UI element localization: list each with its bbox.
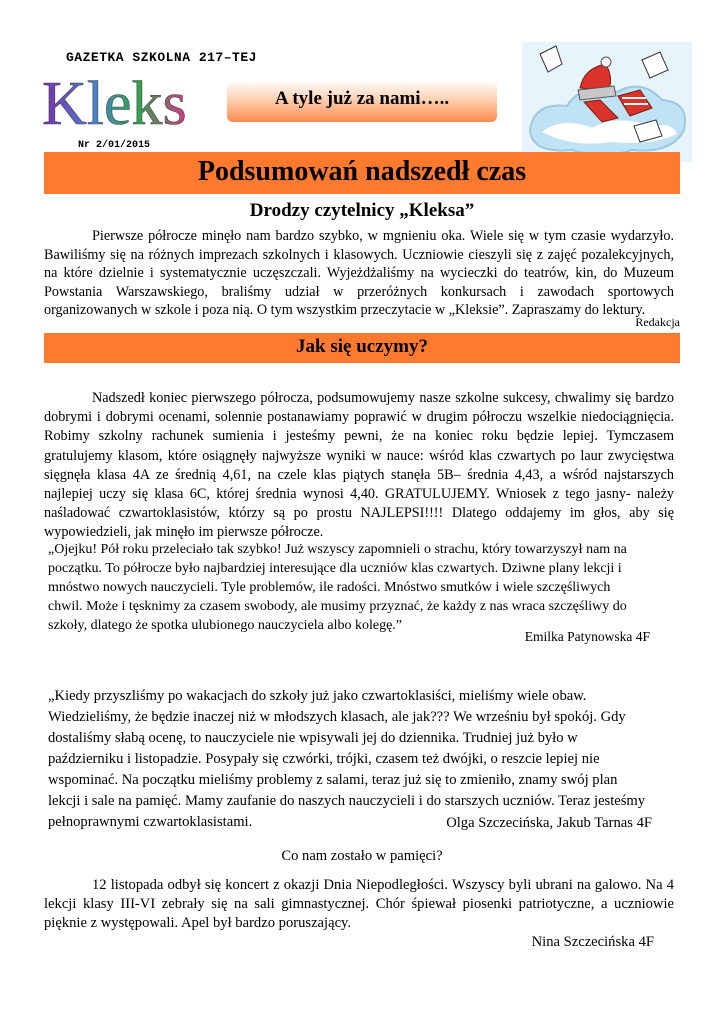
main-title: Podsumowań nadszedł czas	[197, 156, 527, 187]
memory-paragraph	[44, 876, 674, 933]
issue-banner	[227, 80, 497, 122]
kleks-logo	[40, 68, 210, 140]
memory-heading: Co nam zostało w pamięci?	[281, 848, 443, 864]
student-quote-2: „Kiedy przyszliśmy po wakacjach do szkoły już jako czwartoklasiści, mieliśmy wiele obaw. Wiedzieliśmy, że będzie inaczej niż w młodszych klasach, ale jak??? We wrześniu był spokój. Gdy dostaliśmy słabą ocenę, to nauczyciele nie wpisywali jej do dziennika. Trudniej już było w październiku i listopadzie. Posypały się czwórki, trójki, czasem też dwójki, o reszcie lepiej nie wspominać. Na początku mieliśmy problemy z salami, teraz już się to zmieniło, znamy swój plan lekcji i sale na pamięć. Mamy zaufanie do naszych nauczycieli i do starszych uczniów. Teraz jesteśmy pełnoprawnymi czwartoklasistami.	[48, 688, 646, 830]
intro-paragraph: Pierwsze półrocze minęło nam bardzo szybko, w mgnieniu oka. Wiele się w tym czasie wydarzyło. Bawiliśmy się na różnych imprezach szkolnych i klasowych. Uczniowie cieszyli się z zajęć pozalekcyjnych, na które dzielnie i systematycznie uczęszczali. Wyjeżdżaliśmy na wycieczki do teatrów, kin, do Muzeum Powstania Warszawskiego, braliśmy udział w przeróżnych konkursach i zawodach sportowych organizowanych w szkole i poza nią. O tym wszystkim przeczytacie w „Kleksie”. Zapraszamy do lektury.	[44, 228, 674, 318]
memory-author: Nina Szczecińska 4F	[531, 934, 654, 950]
quote-2-author: Olga Szczecińska, Jakub Tarnas 4F	[446, 815, 652, 831]
intro-signature: Redakcja	[635, 315, 680, 329]
winter-clipart	[522, 42, 692, 162]
main-title-bar	[44, 152, 680, 194]
memory-text: 12 listopada odbył się koncert z okazji Dnia Niepodległości. Wszyscy byli ubrani na galowo. Na 4 lekcji klasy III-VI zebrały się na sali gimnastycznej. Chór śpiewał piosenki patriotyczne, a uczniowie pięknie z występowali. Apel był bardzo poruszający.	[44, 877, 674, 931]
quote-1-author: Emilka Patynowska 4F	[524, 629, 650, 644]
section-paragraph: Nadszedł koniec pierwszego półrocza, podsumowujemy nasze szkolne sukcesy, chwalimy się bardzo dobrymi i dobrymi ocenami, solennie postanawiamy poprawić w drugim półroczu wszelkie niedociągnięcia. Robimy szkolny rachunek sumienia i jesteśmy pewni, że na koniec roku będzie lepiej. Tymczasem gratulujemy klasom, które osiągnęły najwyższe wyniki w nauce: wśród klas czwartych po laur zwycięstwa sięgnęła klasa 4A ze średnią 4,61, na czele klas piątych stanęła 5B– średnia 4,43, a wśród najstarszych najlepiej uczy się klasa 6C, której średnia wynosi 4,40. GRATULUJEMY. Wniosek z tego jasny- należy naśladować czwartoklasistów, którzy są po prostu NAJLEPSI!!!! Dlatego oddajemy im głos, aby się wypowiedzieli, jak minęło im pierwsze półrocze.	[44, 390, 674, 541]
section-title: Jak się uczymy?	[296, 336, 428, 357]
greeting-heading: Drodzy czytelnicy „Kleksa”	[249, 200, 475, 221]
issue-number: Nr 2/01/2015	[78, 140, 151, 151]
logo-text: Kleks	[42, 70, 187, 138]
school-name: GAZETKA SZKOLNA 217–TEJ	[66, 50, 257, 65]
banner-text: A tyle już za nami…..	[274, 88, 450, 109]
student-quote-1: „Ojejku! Pół roku przeleciało tak szybko! Już wszyscy zapomnieli o strachu, który towarzyszył nam na początku. To półrocze było najbardziej interesujące dla uczniów klas czwartych. Dziwne plany lekcji i mnóstwo nowych nauczycieli. Tyle problemów, ile radości. Mnóstwo smutków i wiele szczęśliwych chwil. Może i tęsknimy za czasem swobody, ale musimy przyznać, że każdy z nas wraca szczęśliwy do szkoły, dlatego że spotka ulubionego nauczyciela albo kolegę.”	[48, 542, 627, 633]
section-title-bar	[44, 333, 680, 363]
